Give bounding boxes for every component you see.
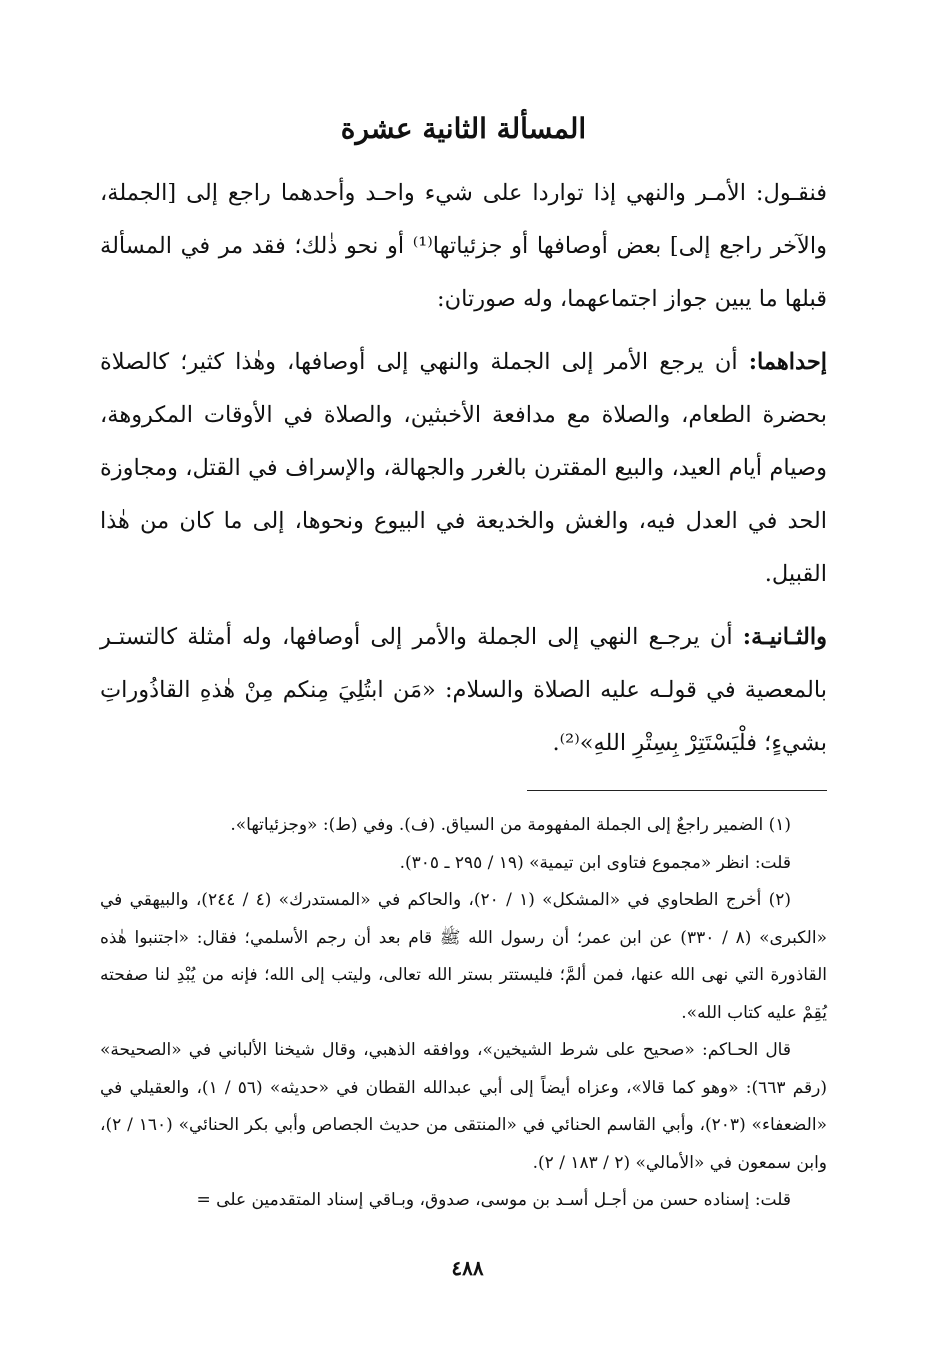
first-case-text: أن يرجع الأمر إلى الجملة والنهي إلى أوصافها، وهٰذا كثير؛ كالصلاة بحضرة الطعام، والصلاة مع مدافعة الأخبثين، والصلاة في الأوقات المكروهة، وصيام أيام العيد، والبيع المقترن بالغرر والجهالة، والإسراف في القتل، ومجاوزة الحد في العدل فيه، والغش والخديعة في البيوع ونحوها، إلى ما كان من هٰذا القبيل. — [100, 349, 827, 587]
first-case-lead: إحداهما: — [748, 349, 827, 375]
page-title: المسألة الثانية عشرة — [340, 112, 587, 145]
footnote-1: (١) الضمير راجعٌ إلى الجملة المفهومة من السياق. (ف). وفي (ط): «وجزئياتها». — [230, 815, 791, 835]
footnote-1-note: قلت: انظر «مجموع فتاوى ابن تيمية» (١٩ / ٢٩٥ ـ ٣٠٥). — [399, 852, 791, 873]
first-case-paragraph — [100, 336, 827, 601]
intro-paragraph: فنقـول: الأمـر والنهي إذا تواردا على شيء واحـد وأحدهما راجع إلى [الجملة، والآخر راجع إلى] بعض أوصافها أو جزئياتها⁽¹⁾ أو نحو ذٰلك؛ فقد مر في المسألة قبلها ما يبين جواز اجتماعهما، وله صورتان: — [100, 180, 827, 312]
footnote-2-note: قلت: إسناده حسن من أجـل أسـد بن موسى، صدوق، وبـاقي إسناد المتقدمين على = — [196, 1190, 791, 1210]
footnote-2: (٢) أخرج الطحاوي في «المشكل» (١ / ٢٠)، والحاكم في «المستدرك» (٤ / ٢٤٤)، والبيهقي في «الكبرى» (٨ / ٣٣٠) عن ابن عمر؛ أن رسول الله ﷺ قام بعد أن رجم الأسلمي؛ فقال: «اجتنبوا هٰذه القاذورة التي نهى الله عنها، فمن ألمَّ؛ فليستتر بستر الله تعالى، وليتب إلى الله؛ فإنه من يُبْدِ لنا صفحته يُقِمْ عليه كتاب الله». — [100, 890, 827, 1023]
footnote-separator — [527, 790, 827, 791]
second-case-lead: والثـانيـة: — [742, 624, 827, 650]
second-case-paragraph — [100, 611, 827, 770]
footnotes — [100, 807, 827, 1220]
second-case-text: أن يرجـع النهي إلى الجملة والأمر إلى أوصافها، وله أمثلة كالتستـر بالمعصية في قولـه عليه الصلاة والسلام: «مَن ابتُلِيَ مِنكم مِنْ هٰذهِ القاذُوراتِ بشيءٍ؛ فلْيَسْتَتِرْ بِسِتْرِ اللهِ»⁽²⁾. — [100, 624, 827, 756]
page-number: ٤٨٨ — [451, 1256, 484, 1280]
footnote-2-hakim: قال الحـاكم: «صحيح على شرط الشيخين»، ووافقه الذهبي، وقال شيخنا الألباني في «الصحيحة» (رقم ٦٦٣): «وهو كما قالا»، وعزاه أيضاً إلى أبي عبدالله القطان في «حديثه» (٥٦ / ١)، والعقيلي في «الضعفاء» (٢٠٣)، وأبي القاسم الحنائي في «المنتقى من حديث الجصاص وأبي بكر الحنائي» (١٦٠ / ٢)، وابن سمعون في «الأمالي» (٢ / ١٨٣ / ٢). — [100, 1040, 827, 1173]
